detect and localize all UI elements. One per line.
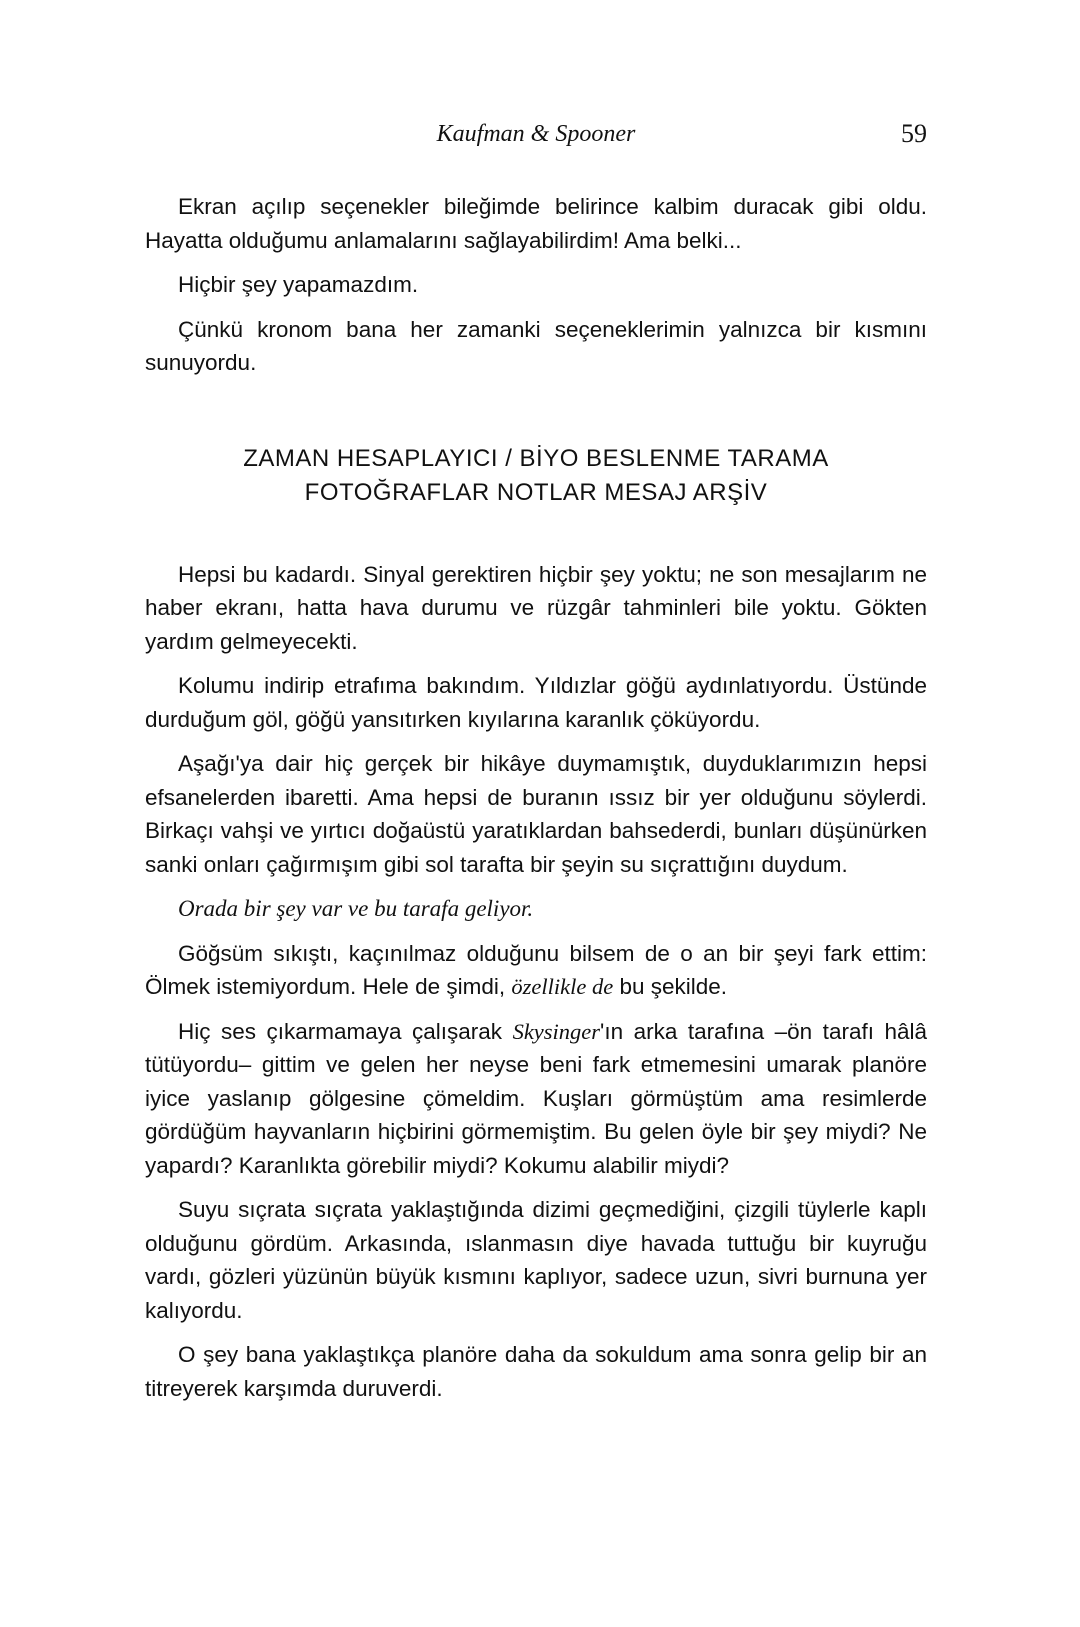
screen-menu-line-2: FOTOĞRAFLAR NOTLAR MESAJ ARŞİV (304, 478, 768, 506)
paragraph-9-ship-name: Skysinger (512, 1018, 601, 1044)
paragraph-1: Ekran açılıp seçenekler bileğimde belirince kalbim duracak gibi oldu. Hayatta olduğumu anlamalarını sağlayabilirdim! Ama belki... (145, 194, 927, 253)
paragraph-9-text-b: 'ın arka tarafına –ön tarafı hâlâ tütüyordu– gittim ve gelen her neyse beni fark etmemesini umarak planöre iyice yaslanıp gölgesine çömeldim. Kuşları görmüştüm ama resimlerde gördüğüm hayvanların hiçbirini görmemiştim. Bu gelen öyle bir şey miydi? Ne yapardı? Karanlıkta görebilir miydi? Kokumu alabilir miydi? (145, 1018, 927, 1178)
paragraph-11: O şey bana yaklaştıkça planöre daha da sokuldum ama sonra gelip bir an titreyerek karşımda duruverdi. (145, 1342, 927, 1401)
paragraph-9 (145, 1015, 927, 1183)
paragraph-6: Aşağı'ya dair hiç gerçek bir hikâye duymamıştık, duyduklarımızın hepsi efsanelerden ibaretti. Ama hepsi de buranın ıssız bir yer olduğunu söylerdi. Birkaçı vahşi ve yırtıcı doğaüstü yaratıklardan bahsederdi, bunları düşünürken sanki onları çağırmışım gibi sol tarafta bir şeyin su sıçrattığını duydum. (145, 751, 927, 877)
paragraph-8 (145, 937, 927, 1004)
paragraph-8-text-b: bu şekilde. (613, 974, 728, 999)
paragraph-8-emphasis: özellikle de (511, 974, 614, 999)
page-number: 59 (901, 119, 927, 148)
paragraph-2: Hiçbir şey yapamazdım. (178, 272, 419, 297)
paragraph-8-text-a: Göğsüm sıkıştı, kaçınılmaz olduğunu bilsem de o an bir şeyi fark ettim: Ölmek istemiyordum. Hele de şimdi, (145, 940, 927, 999)
page-body (145, 190, 927, 1416)
paragraph-5: Kolumu indirip etrafıma bakındım. Yıldızlar göğü aydınlatıyordu. Üstünde durduğum göl, göğü yansıtırken kıyılarına karanlık çöküyordu. (145, 673, 927, 732)
paragraph-3: Çünkü kronom bana her zamanki seçeneklerimin yalnızca bir kısmını sunuyordu. (145, 316, 927, 375)
paragraph-7-italic-thought: Orada bir şey var ve bu tarafa geliyor. (178, 896, 534, 921)
paragraph-10: Suyu sıçrata sıçrata yaklaştığında dizimi geçmediğini, çizgili tüylerle kaplı olduğunu gördüm. Arkasında, ıslanmasın diye havada tuttuğu bir kuyruğu vardı, gözleri yüzünün büyük kısmını kaplıyor, sadece uzun, sivri burnuna yer kalıyordu. (145, 1197, 927, 1323)
screen-menu-block (145, 442, 927, 510)
running-title: Kaufman & Spooner (436, 121, 636, 147)
paragraph-9-text-a: Hiç ses çıkarmamaya çalışarak (178, 1018, 513, 1044)
paragraph-4: Hepsi bu kadardı. Sinyal gerektiren hiçbir şey yoktu; ne son mesajlarım ne haber ekranı, hatta hava durumu ve rüzgâr tahminleri bile yoktu. Gökten yardım gelmeyecekti. (145, 561, 927, 654)
running-header (145, 120, 927, 160)
screen-menu-line-1: ZAMAN HESAPLAYICI / BİYO BESLENME TARAMA (243, 444, 829, 472)
